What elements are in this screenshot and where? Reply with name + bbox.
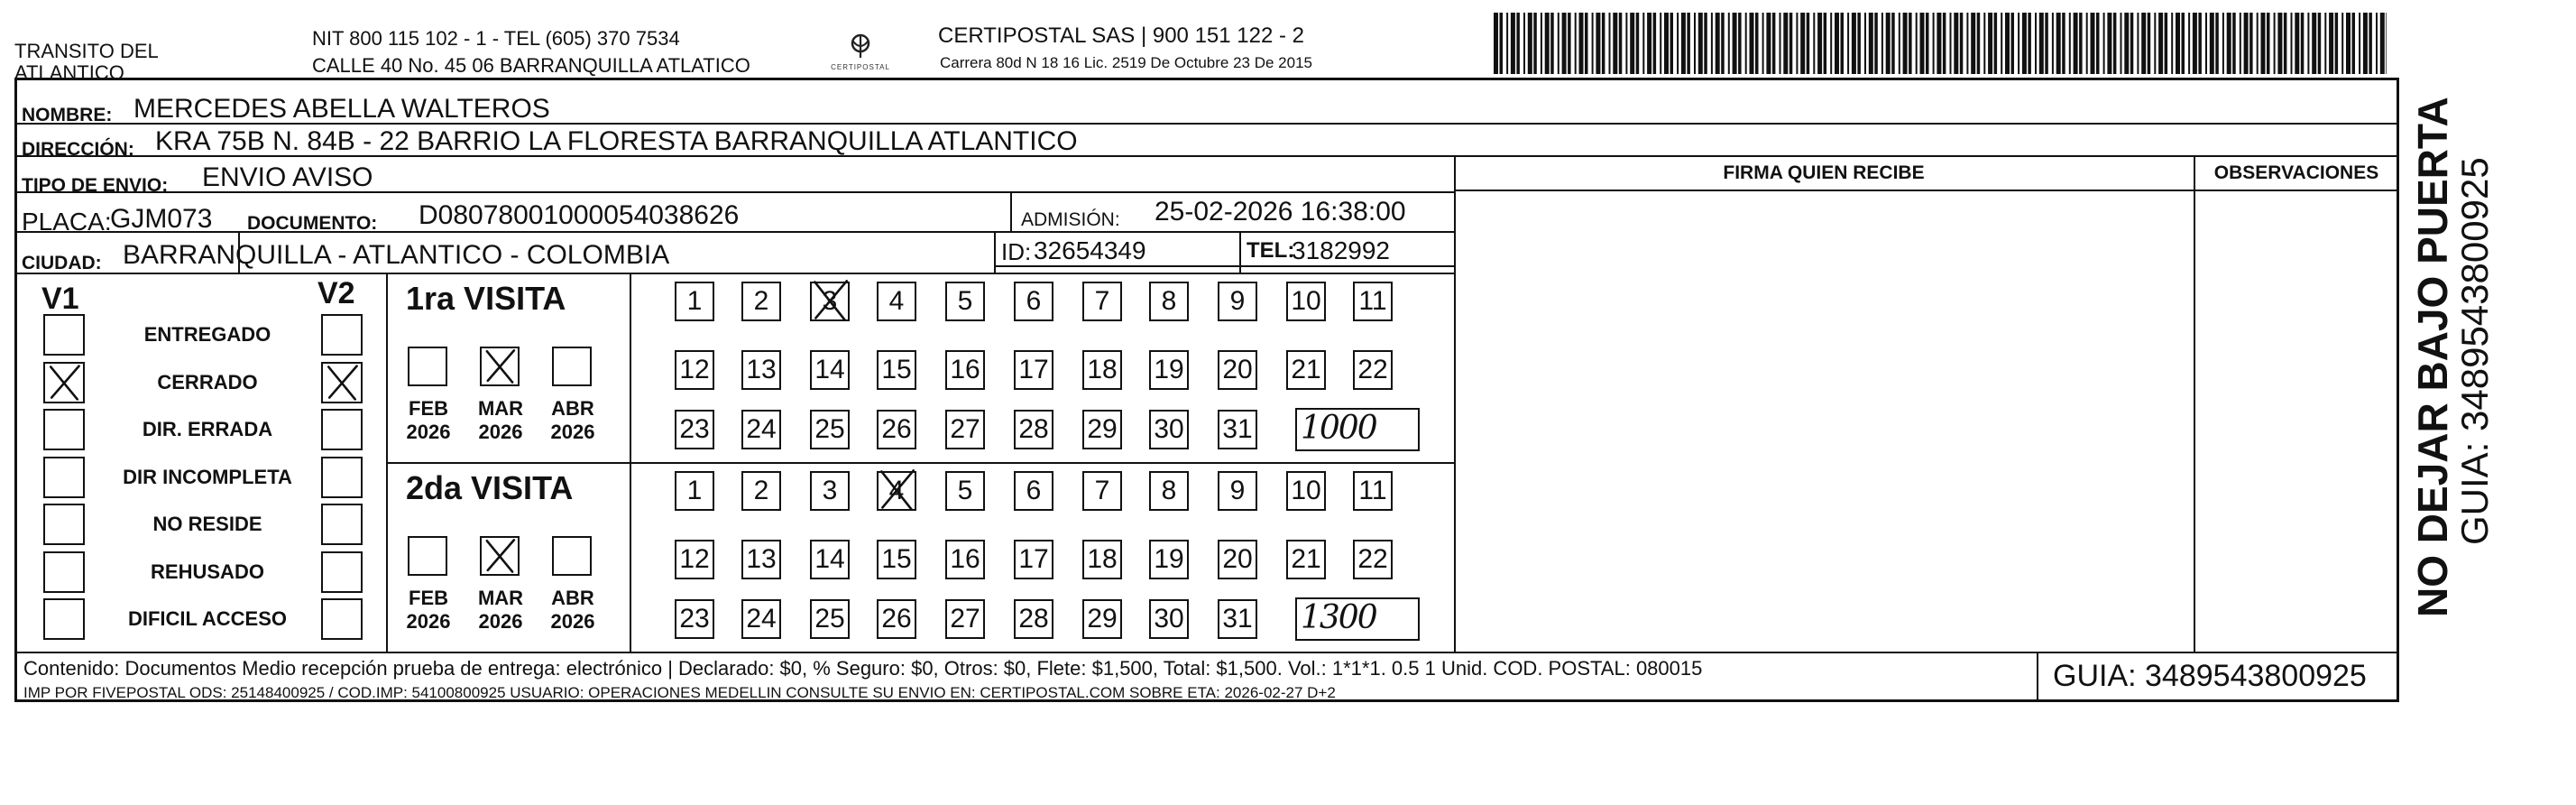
day-box: 11: [1353, 282, 1393, 321]
documento-label: DOCUMENTO:: [247, 213, 378, 234]
day-box: 6: [1014, 282, 1053, 321]
day-box: 5: [945, 471, 985, 511]
status-option-label: REHUSADO: [151, 560, 264, 583]
day-box: 27: [945, 599, 985, 639]
day-box: 24: [741, 599, 781, 639]
day-box: 21: [1286, 540, 1326, 579]
contenido-line: Contenido: Documentos Medio recepción prueba de entrega: electrónico | Declarado: $0, % Seguro: $0, Otros: $0, Flete: $1,500, Total: $1,500. Vol.: 1*1*1. 0.5 1 Unid. COD. POSTAL: 080015: [23, 657, 1703, 680]
day-box: 1: [675, 471, 714, 511]
day-box: 4: [877, 282, 916, 321]
day-box: 2: [741, 471, 781, 511]
day-box: 22: [1353, 350, 1393, 390]
v1-checkbox: [43, 504, 85, 545]
month-label: ABR 2026: [550, 397, 595, 443]
day-box: 26: [877, 599, 916, 639]
day-box: 3: [810, 471, 850, 511]
month-checkbox: [480, 536, 520, 576]
v1-checkbox: [43, 457, 85, 498]
day-box: 31: [1218, 599, 1257, 639]
admision-value: 25-02-2026 16:38:00: [1155, 197, 1406, 227]
imp-line: IMP POR FIVEPOSTAL ODS: 25148400925 / COD.IMP: 54100800925 USUARIO: OPERACIONES MEDELLIN CONSULTE SU ENVIO EN: CERTIPOSTAL.COM SOBRE ETA: 2026-02-27 D+2: [23, 684, 1336, 701]
day-box: 9: [1218, 282, 1257, 321]
day-box: 14: [810, 540, 850, 579]
status-option-label: NO RESIDE: [152, 513, 262, 535]
day-box: 10: [1286, 471, 1326, 511]
v2-label: V2: [317, 276, 355, 310]
nombre-value: MERCEDES ABELLA WALTEROS: [133, 94, 550, 124]
day-box: 19: [1149, 540, 1189, 579]
day-box: 7: [1082, 282, 1122, 321]
status-option-label: DIR. ERRADA: [142, 418, 273, 440]
no-dejar-warning: NO DEJAR BAJO PUERTA: [2409, 97, 2456, 617]
visit-title: 2da VISITA: [406, 469, 574, 506]
status-option-label: DIFICIL ACCESO: [127, 607, 287, 630]
guia-box-text: GUIA: 3489543800925: [2053, 659, 2367, 693]
day-box: 13: [741, 350, 781, 390]
direccion-label: DIRECCIÓN:: [22, 139, 134, 160]
logo-text: CERTIPOSTAL: [831, 63, 890, 71]
month-checkbox: [408, 536, 447, 576]
day-box: 30: [1149, 599, 1189, 639]
v2-checkbox: [321, 314, 363, 356]
certipostal-logo: [815, 31, 906, 76]
day-box: 23: [675, 410, 714, 449]
day-box: 8: [1149, 471, 1189, 511]
month-checkbox: [408, 347, 447, 386]
v2-checkbox: [321, 551, 363, 593]
day-box: 7: [1082, 471, 1122, 511]
day-box: 14: [810, 350, 850, 390]
tipo-envio-label: TIPO DE ENVIO:: [22, 175, 169, 196]
day-box: 17: [1014, 350, 1053, 390]
placa-label: PLACA:: [22, 208, 112, 236]
month-checkbox: [480, 347, 520, 386]
v2-checkbox: [321, 457, 363, 498]
tel-label: TEL:: [1247, 238, 1295, 263]
id-value: 32654349: [1034, 236, 1146, 264]
v1-label: V1: [41, 282, 79, 316]
day-box: 16: [945, 350, 985, 390]
day-box: 9: [1218, 471, 1257, 511]
day-box: 22: [1353, 540, 1393, 579]
day-box: 1: [675, 282, 714, 321]
side-guia: GUIA: 3489543800925: [2453, 157, 2496, 545]
barcode: [1494, 13, 2387, 74]
id-label: ID:: [1001, 238, 1032, 265]
v2-checkbox: [321, 409, 363, 450]
day-box: 12: [675, 540, 714, 579]
day-box: 15: [877, 350, 916, 390]
day-box: 31: [1218, 410, 1257, 449]
day-box: 25: [810, 599, 850, 639]
day-box: 25: [810, 410, 850, 449]
day-box: 5: [945, 282, 985, 321]
v1-checkbox: [43, 409, 85, 450]
observaciones-header: OBSERVACIONES: [2213, 162, 2379, 183]
day-box: 2: [741, 282, 781, 321]
status-option-label: ENTREGADO: [143, 323, 271, 346]
month-label: MAR 2026: [477, 587, 524, 633]
v1-checkbox: [43, 314, 85, 356]
admision-label: ADMISIÓN:: [1021, 209, 1120, 230]
day-box: 30: [1149, 410, 1189, 449]
sender-name-line1: TRANSITO DEL: [14, 40, 159, 62]
handwritten-time: 1300: [1301, 599, 1376, 636]
handwritten-time: 1000: [1301, 410, 1376, 447]
v2-checkbox: [321, 598, 363, 640]
day-box: 26: [877, 410, 916, 449]
month-label: FEB 2026: [406, 397, 451, 443]
ciudad-value: BARRANQUILLA - ATLANTICO - COLOMBIA: [123, 240, 670, 270]
nombre-label: NOMBRE:: [22, 105, 113, 125]
month-checkbox: [552, 347, 592, 386]
month-label: ABR 2026: [550, 587, 595, 633]
day-box: 16: [945, 540, 985, 579]
day-box: 13: [741, 540, 781, 579]
day-box: 28: [1014, 599, 1053, 639]
v2-checkbox: [321, 362, 363, 403]
documento-value: D08078001000054038626: [419, 200, 740, 230]
carrier-line2: Carrera 80d N 18 16 Lic. 2519 De Octubre 23 De 2015: [940, 54, 1312, 71]
day-box: 20: [1218, 350, 1257, 390]
day-box: 8: [1149, 282, 1189, 321]
firma-header: FIRMA QUIEN RECIBE: [1723, 162, 1925, 183]
day-box: 19: [1149, 350, 1189, 390]
carrier-line1: CERTIPOSTAL SAS | 900 151 122 - 2: [938, 23, 1304, 48]
day-box: 18: [1082, 350, 1122, 390]
day-box: 10: [1286, 282, 1326, 321]
tel-value: 3182992: [1292, 236, 1391, 264]
v1-checkbox: [43, 598, 85, 640]
day-box: 27: [945, 410, 985, 449]
sender-nit-line: NIT 800 115 102 - 1 - TEL (605) 370 7534: [312, 27, 680, 50]
day-box: 23: [675, 599, 714, 639]
month-label: FEB 2026: [406, 587, 451, 633]
placa-value: GJM073: [110, 204, 213, 234]
ciudad-label: CIUDAD:: [22, 253, 102, 273]
day-box: 20: [1218, 540, 1257, 579]
direccion-value: KRA 75B N. 84B - 22 BARRIO LA FLORESTA BARRANQUILLA ATLANTICO: [155, 126, 1078, 156]
sender-address-line: CALLE 40 No. 45 06 BARRANQUILLA ATLATICO: [312, 54, 750, 77]
day-box: 29: [1082, 599, 1122, 639]
day-box: 24: [741, 410, 781, 449]
v1-checkbox: [43, 362, 85, 403]
status-option-label: DIR INCOMPLETA: [123, 465, 292, 488]
sender-name-line2: ATLANTICO: [14, 61, 124, 84]
day-box: 4: [877, 471, 916, 511]
day-box: 11: [1353, 471, 1393, 511]
day-box: 17: [1014, 540, 1053, 579]
v1-checkbox: [43, 551, 85, 593]
day-box: 29: [1082, 410, 1122, 449]
day-box: 18: [1082, 540, 1122, 579]
status-option-label: CERRADO: [157, 370, 258, 393]
visit-title: 1ra VISITA: [406, 280, 566, 317]
day-box: 12: [675, 350, 714, 390]
day-box: 28: [1014, 410, 1053, 449]
day-box: 6: [1014, 471, 1053, 511]
v2-checkbox: [321, 504, 363, 545]
month-label: MAR 2026: [477, 397, 524, 443]
tipo-envio-value: ENVIO AVISO: [202, 162, 373, 192]
day-box: 21: [1286, 350, 1326, 390]
day-box: 15: [877, 540, 916, 579]
month-checkbox: [552, 536, 592, 576]
day-box: 3: [810, 282, 850, 321]
